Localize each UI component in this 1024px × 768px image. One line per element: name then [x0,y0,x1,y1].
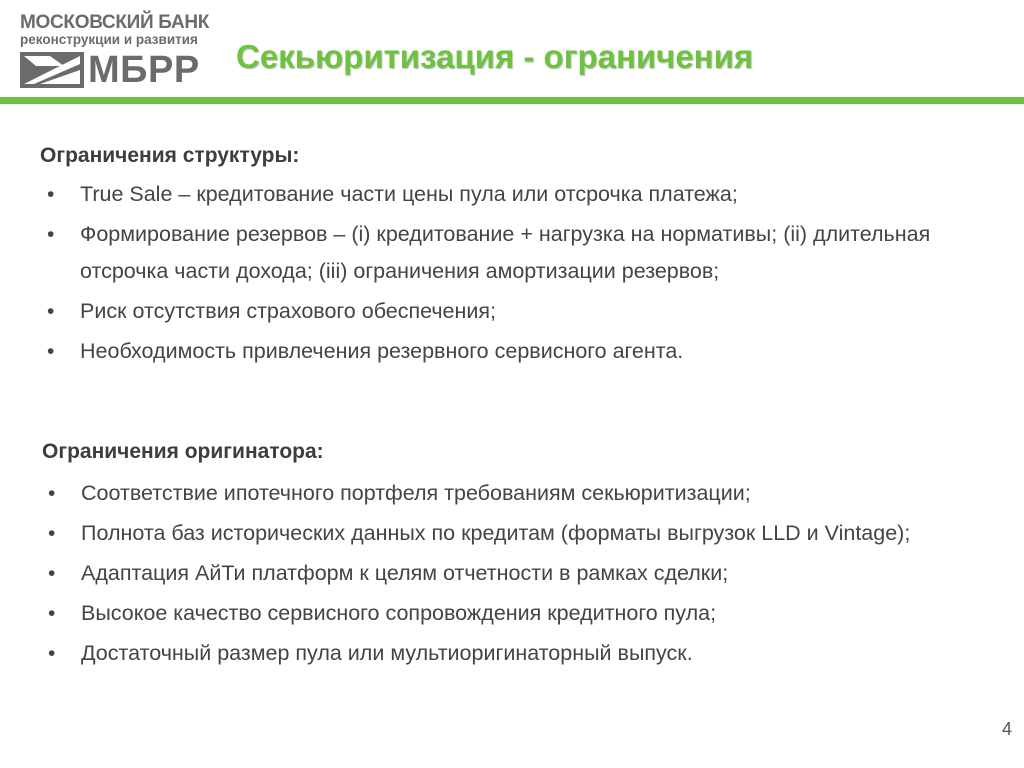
list-item-text: Высокое качество сервисного сопровождения кредитного пула; [81,601,717,625]
list-item-text: True Sale – кредитование части цены пула или отсрочка платежа; [80,182,738,206]
list-item-text: Достаточный размер пула или мультиоригинаторный выпуск. [81,641,693,665]
list-item-text: Адаптация АйТи платформ к целям отчетности в рамках сделки; [81,561,729,585]
bullet-icon: • [47,183,55,206]
list-item-text: Риск отсутствия страхового обеспечения; [80,299,497,323]
list-item-text: Необходимость привлечения резервного сервисного агента. [80,339,684,363]
list-item-text: Полнота баз исторических данных по кредитам (форматы выгрузок LLD и Vintage); [81,521,911,545]
bullet-icon: • [48,482,56,505]
section-heading-structure: Ограничения структуры: [40,144,300,167]
originator-bullet-list [43,475,983,675]
slide-title: Секьюритизация - ограничения [236,38,754,75]
structure-bullet-list [42,176,982,373]
list-item [42,333,982,370]
bullet-icon: • [47,300,55,323]
logo-bank-subtitle: реконструкции и развития [20,32,198,47]
list-item [43,595,983,632]
list-item-text: Формирование резервов – (i) кредитование + нагрузка на нормативы; (ii) длительная отсрочка части дохода; (iii) ограничения амортизации резервов; [80,222,931,283]
list-item-text: Соответствие ипотечного портфеля требованиям секьюритизации; [81,481,751,505]
bullet-icon: • [48,602,56,625]
bullet-icon: • [47,340,55,363]
slide-header [0,0,1024,110]
list-item [43,515,983,552]
header-divider [0,97,1024,104]
section-heading-originator: Ограничения оригинатора: [42,440,324,463]
page-number: 4 [1001,719,1012,739]
bullet-icon: • [48,522,56,545]
bullet-icon: • [48,642,56,665]
list-item [43,635,983,672]
logo-bank-name: МОСКОВСКИЙ БАНК [20,12,210,33]
logo-emblem-icon [20,52,84,88]
bullet-icon: • [48,562,56,585]
logo-abbreviation: МБРР [88,49,200,91]
list-item [43,475,983,512]
list-item [42,216,982,290]
list-item [43,555,983,592]
bullet-icon: • [47,223,55,246]
list-item [42,176,982,213]
list-item [42,293,982,330]
bank-logo [20,12,224,90]
